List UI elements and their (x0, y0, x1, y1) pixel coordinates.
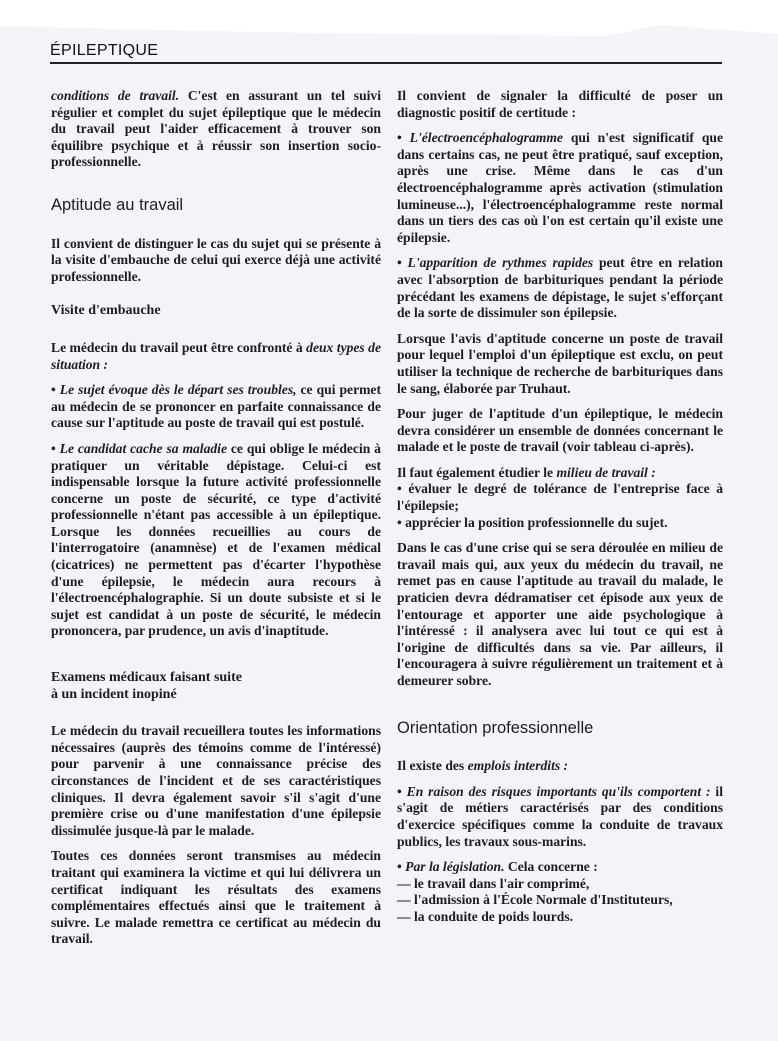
visite-intro (51, 340, 381, 373)
examens-paragraph-1: Le médecin du travail recueillera toutes les informations nécessaires (auprès des témoins comme de l'intéressé) pour parvenir à une connaissance précise des circonstances de l'incident et de ses caractéristiques cliniques. Il devra également savoir s'il s'agit d'une première crise ou d'une manifestation d'une épilepsie dissimulée jusque-là par le malade. (51, 723, 381, 838)
examens-title-line2: à un incident inopiné (51, 686, 177, 702)
diagnostic-intro: Il convient de signaler la difficulté de poser un diagnostic positif de certitude : (397, 88, 723, 120)
bullet-text: qui n'est significatif que dans certains cas, ne peut être pratiqué, sauf exception, après une crise. Même dans le cas d'un électroencéphalogramme après activation (stimulation lumineuse...), l'électroencéphalogramme reste normal dans un tiers des cas où l'on est certain qu'il existe une épilepsie. (397, 130, 723, 245)
dash-item: — l'admission à l'École Normale d'Instituteurs, (397, 892, 723, 909)
examens-title-line1: Examens médicaux faisant suite (51, 670, 242, 686)
milieu-bullet-2: • apprécier la position professionnelle du sujet. (397, 515, 723, 532)
running-head: ÉPILEPTIQUE (50, 42, 159, 59)
bullet-emphasis: L'électroencéphalogramme (409, 130, 563, 146)
orientation-intro-emphasis: emplois interdits : (467, 758, 569, 774)
aptitude-paragraph: Il convient de distinguer le cas du sujet qui se présente à la visite d'embauche de celui qui exerce déjà une activité professionnelle. (51, 235, 381, 284)
dash-item: — le travail dans l'air comprimé, (397, 876, 723, 893)
bullet-emphasis: L'apparition de rythmes rapides (407, 255, 594, 271)
bullet-eeg (397, 130, 723, 246)
visite-bullet-maladie (51, 441, 381, 640)
milieu-bullet-1: • évaluer le degré de tolérance de l'entreprise face à l'épilepsie; (397, 481, 723, 514)
milieu-intro (397, 465, 723, 482)
milieu-emphasis: milieu de travail : (556, 464, 656, 480)
visite-intro-text: Le médecin du travail peut être confronté à (51, 339, 307, 355)
section-heading-orientation: Orientation professionnelle (397, 718, 594, 737)
subsection-heading-visite: Visite d'embauche (51, 303, 161, 319)
bullet-text: ce qui permet au médecin de se prononcer en parfaite connaissance de cause sur l'aptitude au poste de travail qui est postulé. (51, 382, 381, 431)
examens-paragraph-2: Toutes ces données seront transmises au médecin traitant qui examinera la victime et qui lui délivrera un certificat indiquant les résultats des examens complémentaires effectués ainsi que le traitement à suivre. Le malade remettra ce certificat au médecin du travail. (51, 848, 381, 947)
bullet-text: Cela concerne : (504, 859, 598, 875)
visite-bullet-troubles (51, 382, 381, 432)
bullet-rythmes (397, 255, 723, 321)
orientation-intro-text: Il existe des (397, 758, 468, 774)
bullet-emphasis: Par la législation. (405, 859, 505, 875)
bullet-text: ce qui oblige le médecin à pratiquer un véritable dépistage. Celui-ci est indispensable lorsque la future activité professionnelle concerne un poste de sécurité, ce type d'activité professionnelle n'étant pas accessible à un épileptique. Lorsque les données recueillies au cours de l'interrogatoire (anamnèse) et de l'examen médical (cicatrices) ne permettent pas d'écarter l'hypothèse d'une épilepsie, le médecin aura recours à l'électroencéphalographie. Si un doute subsiste et si le sujet est candidat à un poste de sécurité, le médecin prononcera, par prudence, un avis d'inaptitude. (51, 440, 381, 639)
section-heading-aptitude: Aptitude au travail (51, 195, 184, 214)
scan-page-edge (0, 0, 778, 40)
bullet-emphasis: En raison des risques importants qu'ils comportent : (406, 783, 711, 799)
bullet-risques (397, 784, 723, 850)
crise-paragraph: Dans le cas d'une crise qui se sera déroulée en milieu de travail mais qui, aux yeux du médecin du travail, ne remet pas en cause l'aptitude au travail du malade, le praticien devra dédramatiser cet épisode aux yeux de l'entourage et apporter une aide psychologique à l'intéressé : il analysera avec lui tout ce qui est à l'origine de difficultés dans sa vie. Par ailleurs, il l'encouragera à suivre régulièrement un traitement et à demeurer sobre. (397, 540, 723, 688)
left-column (51, 88, 381, 957)
right-column (397, 88, 723, 926)
intro-paragraph (51, 88, 381, 171)
bullet-emphasis: Le sujet évoque dès le départ ses troubles, (59, 382, 297, 398)
bullet-text: peut être en relation avec l'absorption de barbituriques pendant la période précédant les examens de dépistage, le sujet s'efforçant de la sorte de dissimuler son épilepsie. (397, 255, 723, 321)
dash-item: — la conduite de poids lourds. (397, 909, 723, 926)
bullet-text: il s'agit de métiers caractérisés par des conditions d'exercice spécifiques comme la conduite de travaux publics, les travaux sous-marins. (397, 783, 723, 849)
juger-paragraph: Pour juger de l'aptitude d'un épileptique, le médecin devra considérer un ensemble de données concernant le malade et le poste de travail (voir tableau ci-après). (397, 406, 723, 455)
header-rule (50, 62, 722, 64)
visite-intro-emphasis: deux types de situation : (51, 339, 382, 372)
milieu-text: Il faut également étudier le (397, 464, 557, 480)
subsection-heading-examens (51, 670, 381, 703)
bullet-emphasis: Le candidat cache sa maladie (59, 440, 227, 456)
orientation-intro (397, 758, 723, 775)
intro-emphasis: conditions de travail. (51, 88, 180, 103)
avis-paragraph: Lorsque l'avis d'aptitude concerne un poste de travail pour lequel l'emploi d'un épileptique est exclu, on peut utiliser la technique de recherche de barbituriques dans le sang, élaborée par Truhaut. (397, 330, 723, 396)
intro-text: C'est en assurant un tel suivi régulier et complet du sujet épileptique que le médecin du travail peut l'aider efficacement à trouver son équilibre psychique et à réussir son insertion socio-professionnelle. (51, 88, 381, 170)
bullet-legislation (397, 859, 723, 876)
